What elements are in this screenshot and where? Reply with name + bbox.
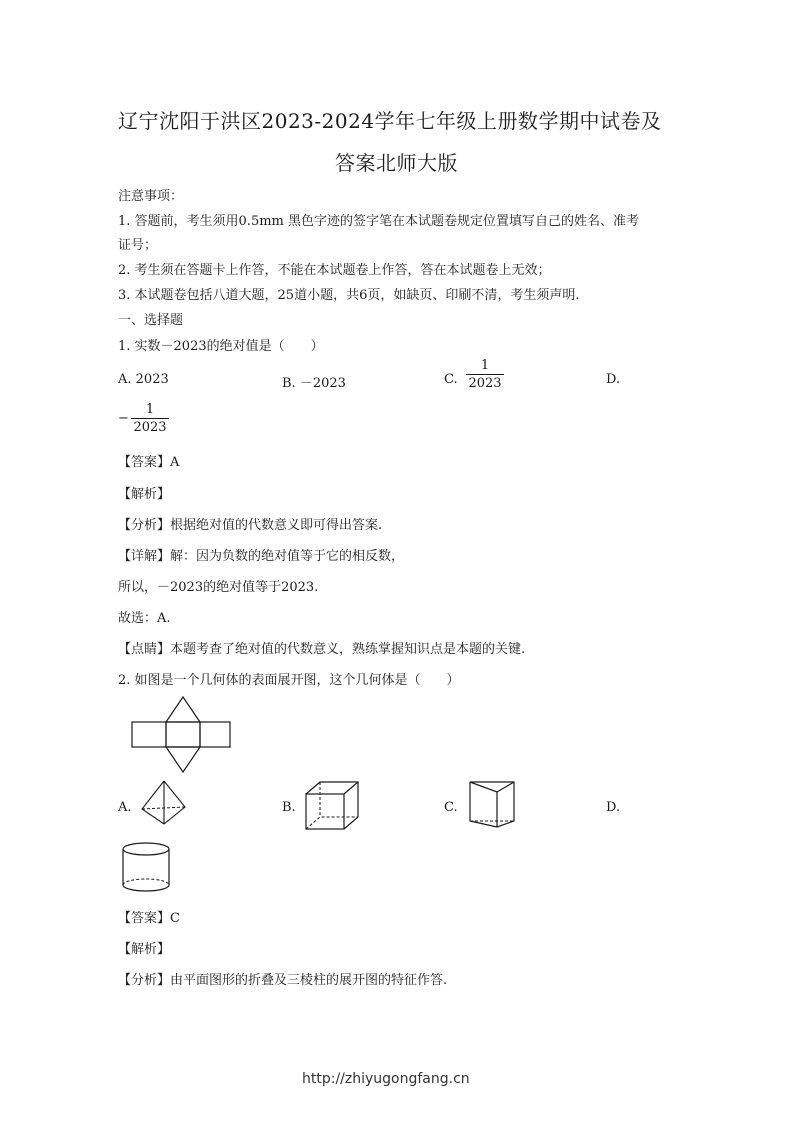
q1-option-d-fraction — [131, 402, 169, 435]
q1-analysis-heading: 【解析】 — [118, 487, 171, 502]
option-a-tetrahedron-figure — [138, 779, 188, 829]
q1-detail: 【详解】解：因为负数的绝对值等于它的相反数， — [118, 549, 405, 564]
q1-comment: 【点睛】本题考查了绝对值的代数意义，熟练掌握知识点是本题的关键. — [118, 642, 526, 657]
q2-option-a-label: A. — [118, 800, 132, 815]
q1-therefore: 所以，－2023的绝对值等于2023. — [118, 580, 319, 595]
fraction-numerator: 1 — [480, 358, 490, 373]
q1-choose: 故选：A. — [118, 611, 171, 626]
q2-option-c-label: C. — [444, 800, 458, 815]
notice-heading: 注意事项： — [118, 189, 184, 204]
q2-analysis: 【分析】由平面图形的折叠及三棱柱的展开图的特征作答. — [118, 973, 448, 988]
q1-option-b: B. －2023 — [282, 376, 346, 391]
q2-analysis-heading: 【解析】 — [118, 942, 171, 957]
fraction-denominator: 2023 — [133, 420, 167, 435]
q2-option-b-label: B. — [282, 800, 296, 815]
fraction-bar — [131, 418, 169, 419]
notice-item-1: 1. 答题前，考生须用0.5mm 黑色字迹的签字笔在本试题卷规定位置填写自己的姓名、准考 — [118, 214, 639, 229]
q1-option-c-label: C. — [444, 372, 458, 387]
q1-option-a: A. 2023 — [118, 372, 169, 387]
q1-stem: 1. 实数－2023的绝对值是（ ） — [118, 339, 324, 354]
q2-answer: 【答案】C — [118, 911, 180, 926]
q1-option-c-fraction — [466, 358, 504, 391]
q1-answer: 【答案】A — [118, 455, 180, 470]
fraction-denominator: 2023 — [468, 376, 502, 391]
fraction-numerator: 1 — [145, 402, 155, 417]
option-c-triangular-prism-figure — [467, 779, 517, 831]
q1-option-d-minus: − — [118, 411, 129, 426]
option-b-cube-figure — [303, 780, 363, 834]
notice-item-1-cont: 证号； — [118, 238, 158, 253]
q2-stem: 2. 如图是一个几何体的表面展开图，这个几何体是（ ） — [118, 673, 460, 688]
prism-net-figure — [120, 693, 240, 775]
page-title-line-1: 辽宁沈阳于洪区2023-2024学年七年级上册数学期中试卷及 — [118, 109, 662, 133]
option-d-cylinder-figure — [119, 841, 173, 893]
page-title-line-2: 答案北师大版 — [335, 151, 458, 175]
q1-analysis: 【分析】根据绝对值的代数意义即可得出答案. — [118, 518, 383, 533]
footer-url-link[interactable]: http://zhiyugongfang.cn — [302, 1071, 470, 1087]
notice-item-3: 3. 本试题卷包括八道大题，25道小题，共6页，如缺页、印刷不清，考生须声明. — [118, 288, 580, 303]
q2-option-d-label: D. — [606, 800, 621, 815]
notice-item-2: 2. 考生须在答题卡上作答，不能在本试题卷上作答，答在本试题卷上无效； — [118, 263, 551, 278]
fraction-bar — [466, 374, 504, 375]
section-heading: 一、选择题 — [118, 313, 184, 328]
q1-option-d-label: D. — [606, 372, 621, 387]
